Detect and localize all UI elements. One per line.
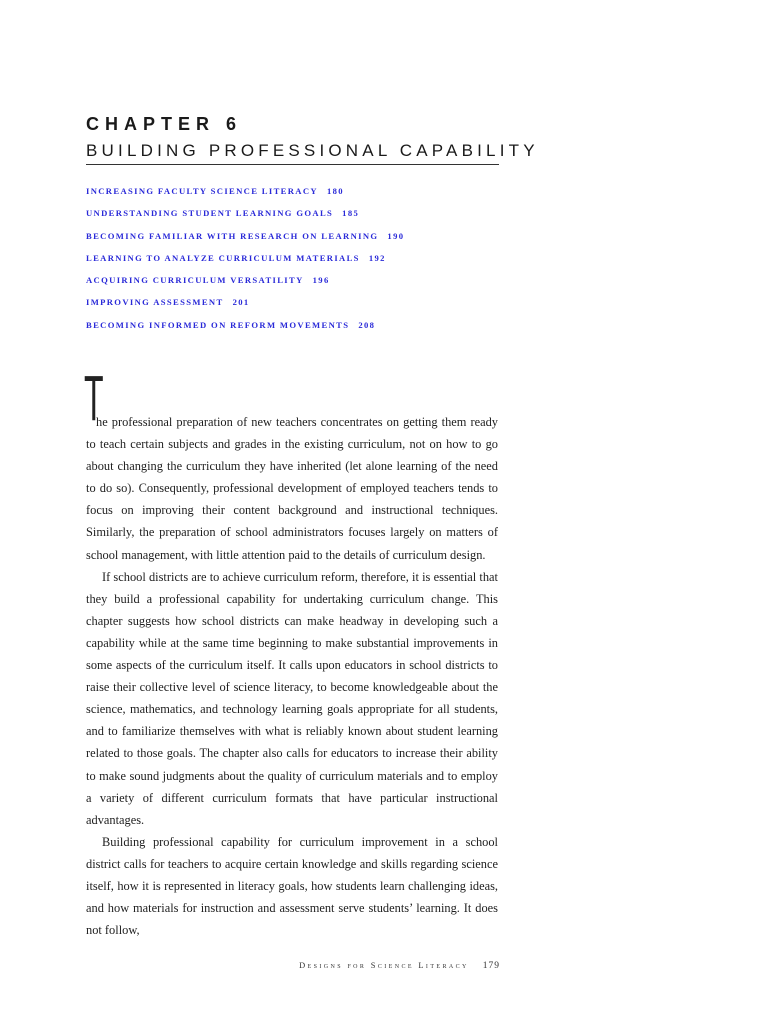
section-contents-list [86, 186, 404, 342]
toc-link-research-on-learning[interactable] [86, 231, 404, 253]
running-footer-title: Designs for Science Literacy [299, 961, 469, 970]
toc-entry-title: IMPROVING ASSESSMENT [86, 297, 224, 308]
body-text [86, 411, 498, 941]
toc-entry-page: 185 [342, 208, 360, 219]
toc-entry-title: LEARNING TO ANALYZE CURRICULUM MATERIALS [86, 252, 360, 263]
toc-link-analyze-curriculum-materials[interactable] [86, 253, 404, 275]
page-footer [288, 955, 500, 973]
toc-entry-title: BECOMING INFORMED ON REFORM MOVEMENTS [86, 319, 350, 330]
toc-link-student-learning-goals[interactable] [86, 208, 404, 230]
chapter-label: CHAPTER 6 [86, 114, 243, 134]
body-paragraph-2: If school districts are to achieve curriculum reform, therefore, it is essential that they build a professional capability for undertaking curriculum change. This chapter suggests how school districts can make headway in developing such a capability while at the same time beginning to make substantial improvements in some aspects of the curriculum itself. It calls upon educators in school districts to raise their collective level of science literacy, to become knowledgeable about the science, mathematics, and technology learning goals appropriate for all students, and to familiarize themselves with what is reliably known about student learning related to those goals. The chapter also calls for educators to increase their ability to make sound judgments about the quality of curriculum materials and to employ a variety of different curriculum formats that have particular instructional advantages. [86, 569, 498, 827]
toc-entry-page: 208 [358, 319, 376, 330]
toc-entry-page: 180 [326, 186, 344, 196]
toc-link-improving-assessment[interactable] [86, 297, 404, 319]
drop-cap-letter: T [84, 362, 104, 434]
toc-link-curriculum-versatility[interactable] [86, 275, 404, 297]
toc-link-faculty-science-literacy[interactable] [86, 186, 404, 208]
toc-link-reform-movements[interactable] [86, 320, 404, 342]
toc-entry-title: INCREASING FACULTY SCIENCE LITERACY [86, 186, 318, 196]
page-number: 179 [482, 961, 500, 971]
toc-entry-title: ACQUIRING CURRICULUM VERSATILITY [86, 275, 304, 286]
toc-entry-page: 192 [368, 252, 386, 263]
toc-entry-title: BECOMING FAMILIAR WITH RESEARCH ON LEARNING [86, 230, 379, 241]
toc-entry-page: 201 [232, 297, 250, 308]
toc-entry-page: 196 [312, 275, 330, 286]
toc-entry-page: 190 [387, 230, 405, 241]
chapter-title: BUILDING PROFESSIONAL CAPABILITY [86, 141, 539, 160]
title-divider [86, 164, 499, 165]
body-paragraph-1: he professional preparation of new teachers concentrates on getting them ready to teach certain subjects and grades in the existing curriculum, not on how to go about changing the curriculum they have inherited (let alone learning of the need to do so). Consequently, professional development of employed teachers tends to focus on improving their content background and instructional techniques. Similarly, the preparation of school administrators focuses largely on matters of school management, with little attention paid to the details of curriculum design. [86, 415, 498, 562]
body-paragraph-3: Building professional capability for curriculum improvement in a school district calls for teachers to acquire certain knowledge and skills regarding science itself, how it is represented in literacy goals, how students learn challenging ideas, and how materials for instruction and assessment serve students’ learning. It does not follow, [86, 834, 498, 938]
toc-entry-title: UNDERSTANDING STUDENT LEARNING GOALS [86, 208, 334, 219]
